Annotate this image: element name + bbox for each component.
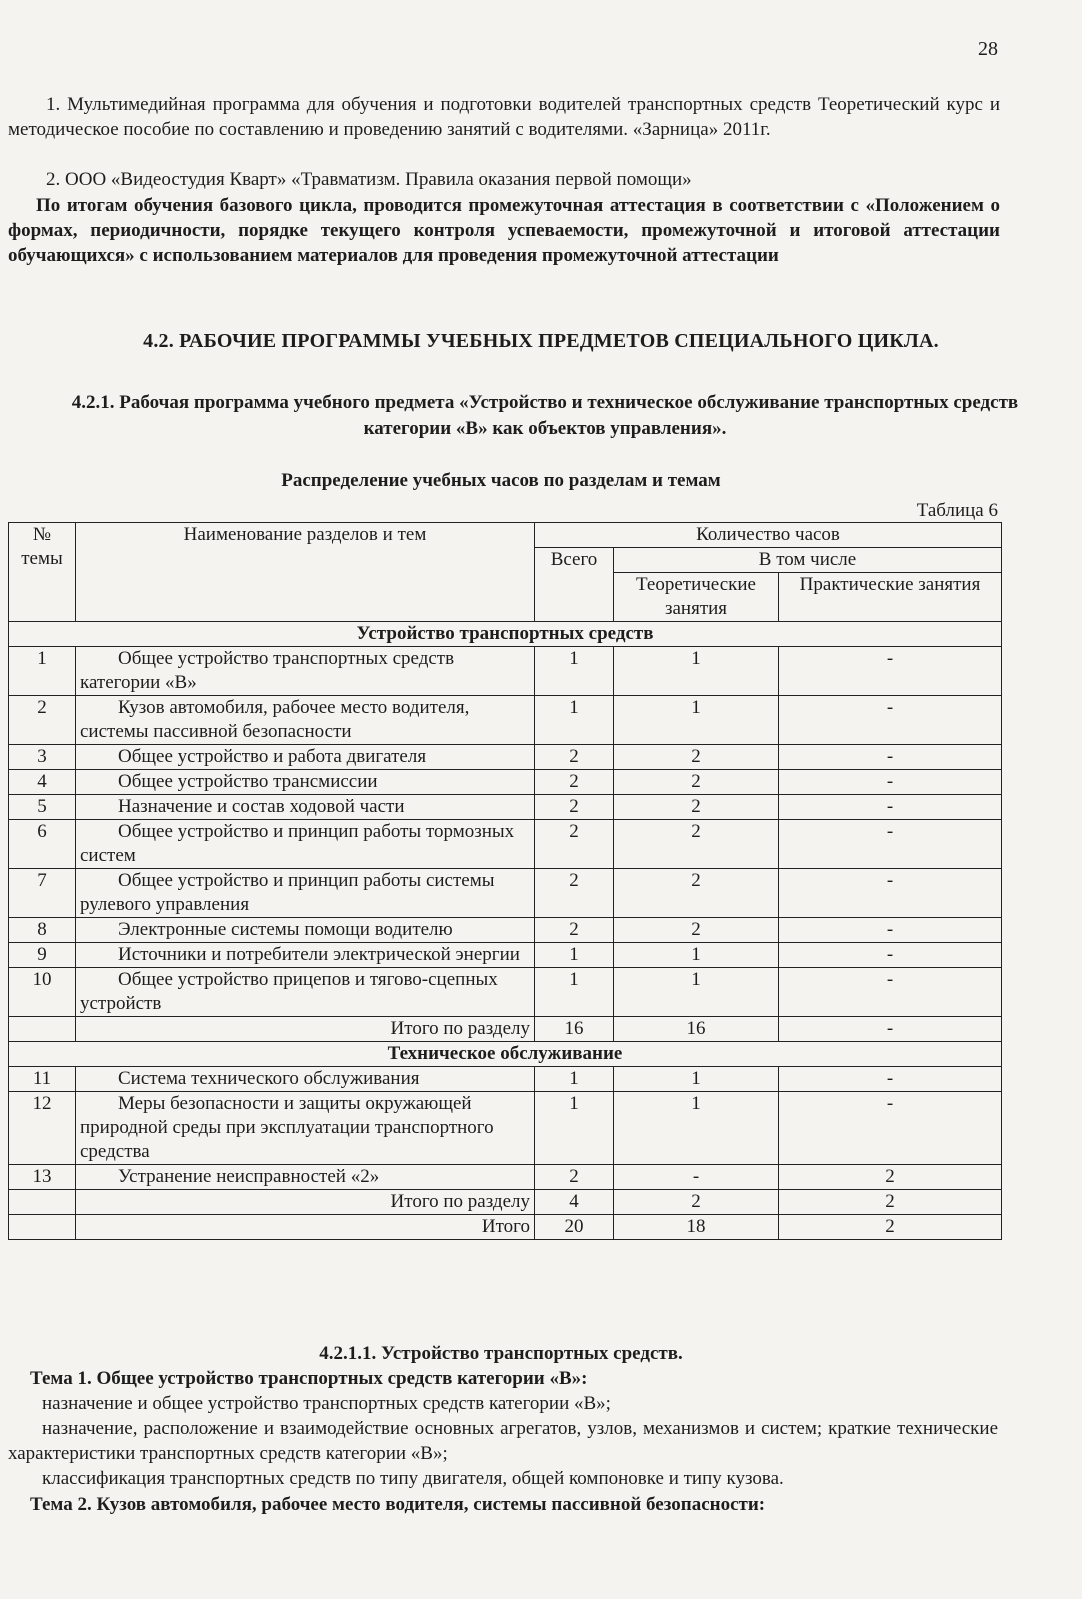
theme-practice-hours: 2 <box>779 1165 1002 1190</box>
table-row <box>9 1067 1002 1092</box>
theme-theory-hours: 2 <box>614 820 779 869</box>
total-num-cell <box>9 1017 76 1042</box>
table-label: Таблица 6 <box>916 500 998 521</box>
theme-total-hours: 1 <box>535 968 614 1017</box>
theme-number: 7 <box>9 869 76 918</box>
section-row <box>9 1042 1002 1067</box>
theme-name: Устранение неисправностей «2» <box>76 1165 535 1190</box>
theme-name: Система технического обслуживания <box>76 1067 535 1092</box>
topic-1-line: назначение, расположение и взаимодействие основных агрегатов, узлов, механизмов и систем; краткие технические характеристики транспортных средств категории «В»; <box>8 1418 998 1464</box>
grand-total-practice: 2 <box>779 1215 1002 1240</box>
total-label: Итого по разделу <box>76 1190 535 1215</box>
subsection-title: 4.2.1. Рабочая программа учебного предмета «Устройство и техническое обслуживание транспортных средств категории «В» как объектов управления». <box>71 392 1019 439</box>
theme-theory-hours: 2 <box>614 770 779 795</box>
total-num-cell <box>9 1190 76 1215</box>
theme-practice-hours: - <box>779 820 1002 869</box>
theme-name: Общее устройство и работа двигателя <box>76 745 535 770</box>
section-2-rows <box>9 1067 1002 1190</box>
total-practice: 2 <box>779 1190 1002 1215</box>
theme-total-hours: 1 <box>535 647 614 696</box>
theme-number: 6 <box>9 820 76 869</box>
theme-theory-hours: 2 <box>614 918 779 943</box>
hours-table <box>8 522 1002 1240</box>
table-row <box>9 968 1002 1017</box>
grand-total-theory: 18 <box>614 1215 779 1240</box>
total-hours: 16 <box>535 1017 614 1042</box>
header-hours: Количество часов <box>535 523 1002 548</box>
theme-name: Общее устройство трансмиссии <box>76 770 535 795</box>
theme-name: Общее устройство транспортных средств категории «В» <box>76 647 535 696</box>
table-row <box>9 1165 1002 1190</box>
total-theory: 16 <box>614 1017 779 1042</box>
theme-theory-hours: - <box>614 1165 779 1190</box>
theme-total-hours: 1 <box>535 1067 614 1092</box>
theme-total-hours: 2 <box>535 869 614 918</box>
reference-2: 2. ООО «Видеостудия Кварт» «Травматизм. Правила оказания первой помощи» <box>46 169 692 190</box>
theme-theory-hours: 2 <box>614 745 779 770</box>
theme-theory-hours: 1 <box>614 1067 779 1092</box>
theme-practice-hours: - <box>779 968 1002 1017</box>
section-1-title: Устройство транспортных средств <box>9 622 1002 647</box>
theme-name: Электронные системы помощи водителю <box>76 918 535 943</box>
theme-theory-hours: 2 <box>614 795 779 820</box>
theme-name: Кузов автомобиля, рабочее место водителя, системы пассивной безопасности <box>76 696 535 745</box>
grand-total-row <box>9 1215 1002 1240</box>
header-practice: Практические занятия <box>779 573 1002 622</box>
header-name: Наименование разделов и тем <box>76 523 535 622</box>
attestation-paragraph: По итогам обучения базового цикла, проводится промежуточная аттестация в соответствии с «Положением о формах, периодичности, порядке текущего контроля успеваемости, промежуточной и итоговой аттестации обучающихся» с использованием материалов для проведения промежуточной аттестации <box>8 195 1000 266</box>
grand-total-label: Итого <box>76 1215 535 1240</box>
theme-number: 10 <box>9 968 76 1017</box>
theme-total-hours: 2 <box>535 918 614 943</box>
theme-total-hours: 2 <box>535 1165 614 1190</box>
theme-theory-hours: 1 <box>614 696 779 745</box>
table-header-row <box>9 523 1002 548</box>
theme-number: 2 <box>9 696 76 745</box>
topic-1-title: Тема 1. Общее устройство транспортных средств категории «В»: <box>30 1368 588 1389</box>
table-row <box>9 696 1002 745</box>
theme-total-hours: 2 <box>535 745 614 770</box>
section-2-total-row <box>9 1190 1002 1215</box>
theme-total-hours: 1 <box>535 1092 614 1165</box>
theme-practice-hours: - <box>779 869 1002 918</box>
theme-practice-hours: - <box>779 795 1002 820</box>
table-row <box>9 745 1002 770</box>
table-row <box>9 869 1002 918</box>
theme-theory-hours: 1 <box>614 968 779 1017</box>
total-label: Итого по разделу <box>76 1017 535 1042</box>
table-row <box>9 1092 1002 1165</box>
theme-name: Общее устройство и принцип работы системы рулевого управления <box>76 869 535 918</box>
theme-total-hours: 2 <box>535 795 614 820</box>
theme-practice-hours: - <box>779 696 1002 745</box>
theme-practice-hours: - <box>779 1067 1002 1092</box>
sub-subsection-title: 4.2.1.1. Устройство транспортных средств. <box>319 1343 683 1364</box>
total-practice: - <box>779 1017 1002 1042</box>
theme-number: 4 <box>9 770 76 795</box>
theme-total-hours: 2 <box>535 770 614 795</box>
table-row <box>9 647 1002 696</box>
theme-name: Назначение и состав ходовой части <box>76 795 535 820</box>
theme-number: 5 <box>9 795 76 820</box>
header-including: В том числе <box>614 548 1002 573</box>
reference-1: 1. Мультимедийная программа для обучения и подготовки водителей транспортных средств Теоретический курс и методическое пособие по составлению и проведению занятий с водителями. «Зарница» 2011г. <box>8 94 1000 140</box>
table-row <box>9 795 1002 820</box>
theme-practice-hours: - <box>779 1092 1002 1165</box>
theme-total-hours: 2 <box>535 820 614 869</box>
theme-theory-hours: 2 <box>614 869 779 918</box>
total-num-cell <box>9 1215 76 1240</box>
table-row <box>9 918 1002 943</box>
total-hours: 4 <box>535 1190 614 1215</box>
topic-1-line: классификация транспортных средств по типу двигателя, общей компоновке и типу кузова. <box>42 1468 784 1489</box>
topic-2-title: Тема 2. Кузов автомобиля, рабочее место водителя, системы пассивной безопасности: <box>30 1494 766 1515</box>
page-number: 28 <box>978 38 998 60</box>
theme-number: 8 <box>9 918 76 943</box>
theme-total-hours: 1 <box>535 943 614 968</box>
table-row <box>9 770 1002 795</box>
theme-name: Общее устройство и принцип работы тормозных систем <box>76 820 535 869</box>
section-1-total-row <box>9 1017 1002 1042</box>
theme-number: 12 <box>9 1092 76 1165</box>
topic-1-line: назначение и общее устройство транспортных средств категории «В»; <box>42 1393 611 1414</box>
theme-number: 1 <box>9 647 76 696</box>
theme-theory-hours: 1 <box>614 1092 779 1165</box>
theme-practice-hours: - <box>779 745 1002 770</box>
grand-total-hours: 20 <box>535 1215 614 1240</box>
header-num: № темы <box>9 523 76 622</box>
distribution-title: Распределение учебных часов по разделам и темам <box>281 470 721 491</box>
theme-number: 9 <box>9 943 76 968</box>
table-row <box>9 820 1002 869</box>
theme-number: 13 <box>9 1165 76 1190</box>
theme-theory-hours: 1 <box>614 943 779 968</box>
theme-practice-hours: - <box>779 918 1002 943</box>
theme-name: Источники и потребители электрической энергии <box>76 943 535 968</box>
theme-name: Общее устройство прицепов и тягово-сцепных устройств <box>76 968 535 1017</box>
table-row <box>9 943 1002 968</box>
header-total: Всего <box>535 548 614 622</box>
theme-practice-hours: - <box>779 943 1002 968</box>
theme-number: 11 <box>9 1067 76 1092</box>
section-title: 4.2. РАБОЧИЕ ПРОГРАММЫ УЧЕБНЫХ ПРЕДМЕТОВ СПЕЦИАЛЬНОГО ЦИКЛА. <box>143 330 939 352</box>
total-theory: 2 <box>614 1190 779 1215</box>
theme-total-hours: 1 <box>535 696 614 745</box>
header-theory: Теоретические занятия <box>614 573 779 622</box>
section-1-rows <box>9 647 1002 1017</box>
theme-name: Меры безопасности и защиты окружающей природной среды при эксплуатации транспортного средства <box>76 1092 535 1165</box>
section-row <box>9 622 1002 647</box>
theme-theory-hours: 1 <box>614 647 779 696</box>
section-2-title: Техническое обслуживание <box>9 1042 1002 1067</box>
theme-number: 3 <box>9 745 76 770</box>
theme-practice-hours: - <box>779 647 1002 696</box>
theme-practice-hours: - <box>779 770 1002 795</box>
